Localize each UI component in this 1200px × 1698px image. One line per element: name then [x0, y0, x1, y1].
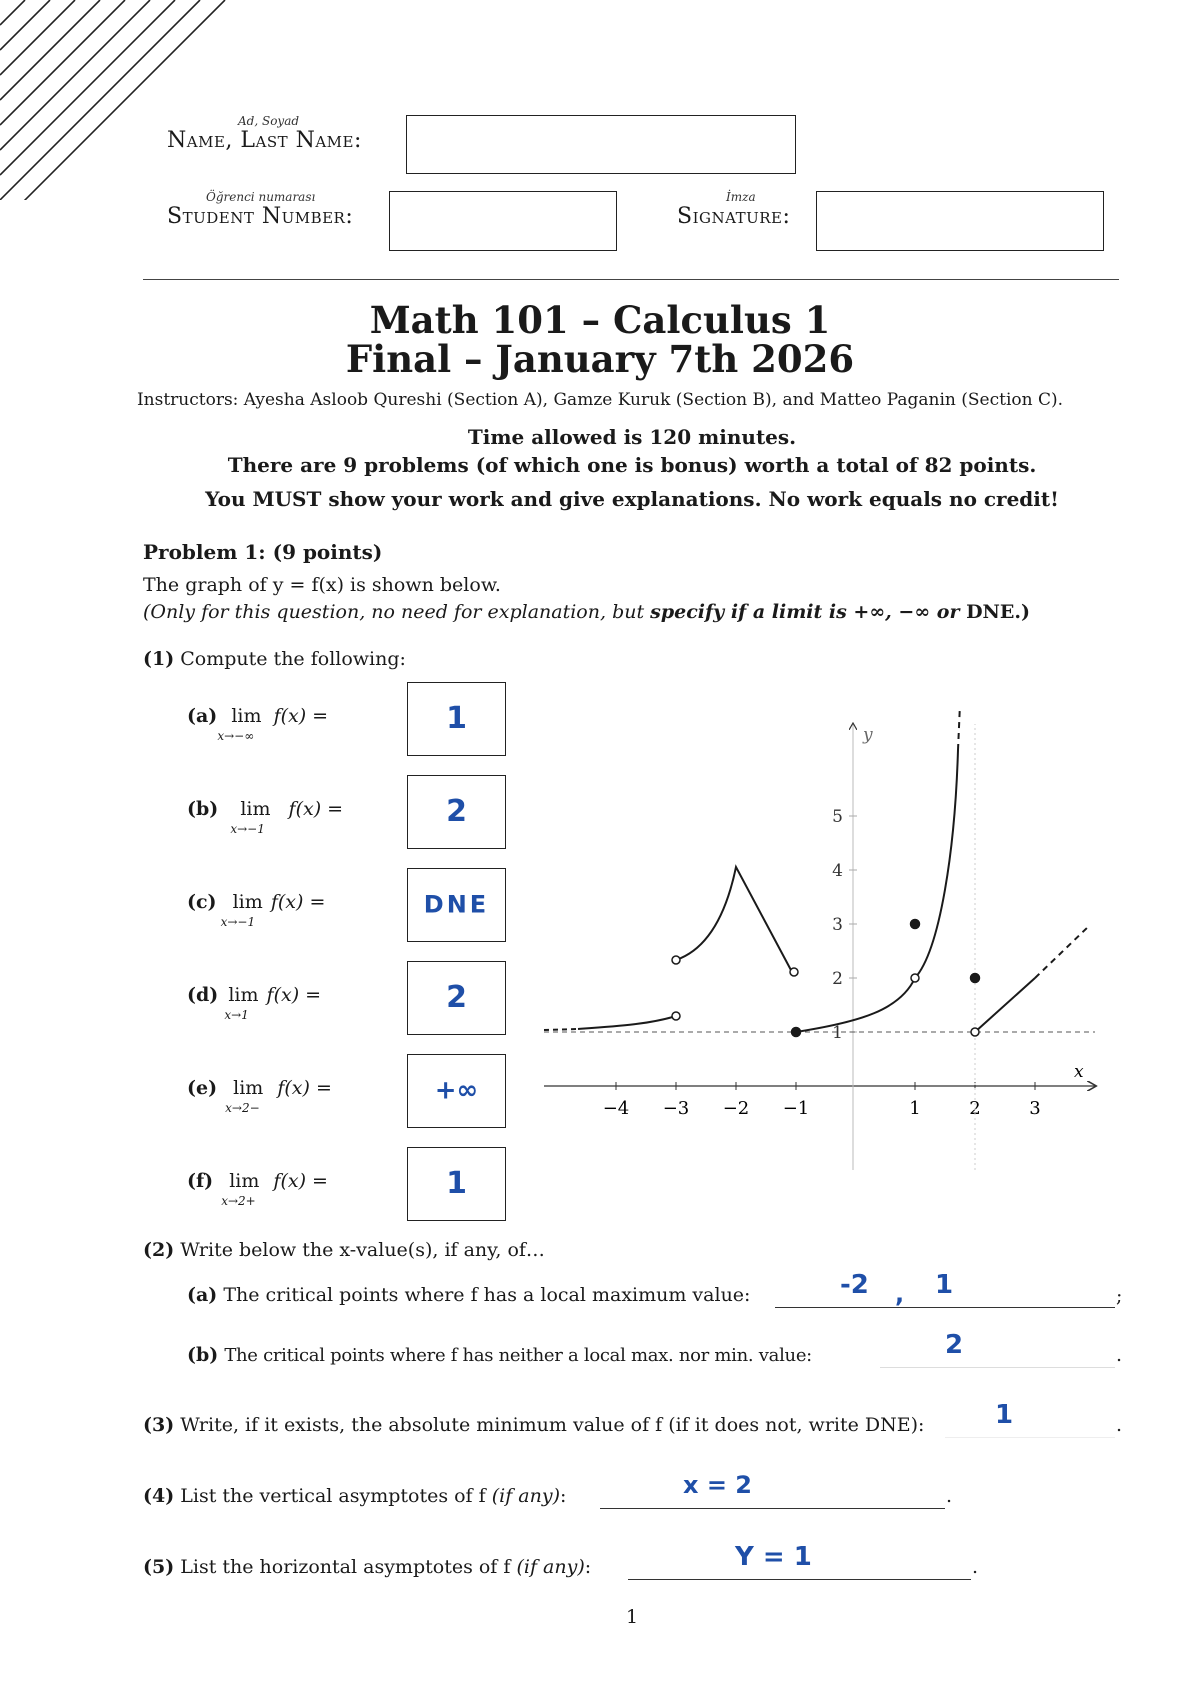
- exam-subtitle: Final – January 7th 2026: [345, 337, 855, 381]
- part-2-text: Write below the x-value(s), if any, of…: [180, 1239, 545, 1261]
- part-4-end: .: [946, 1485, 953, 1507]
- answer-a: 1: [446, 700, 467, 736]
- curve-vertical-dashed: [958, 710, 960, 750]
- filled-point: [792, 1028, 801, 1037]
- answer-d: 2: [446, 979, 467, 1015]
- part-4-paren: (if any): [491, 1485, 560, 1507]
- x-tick-label: −3: [662, 1098, 690, 1119]
- limit-expression: f(x) =: [273, 705, 329, 727]
- x-tick-label: 3: [1029, 1098, 1041, 1119]
- part-5-colon: :: [584, 1556, 592, 1578]
- filled-point: [971, 974, 980, 983]
- answer-f: 1: [446, 1165, 467, 1201]
- part-5-number: (5): [143, 1556, 175, 1578]
- y-tick-label: 5: [832, 807, 843, 827]
- limit-operator: lim x→2−: [225, 1077, 264, 1115]
- part-4-number: (4): [143, 1485, 175, 1507]
- limit-expression: f(x) =: [270, 891, 326, 913]
- problem-1-note: [143, 601, 1030, 623]
- curve-rising-piece: [796, 750, 958, 1032]
- answer-c: DNE: [423, 890, 490, 919]
- note-dne: DNE.): [959, 601, 1031, 623]
- limit-label: (f): [187, 1170, 214, 1192]
- part-3-text: Write, if it exists, the absolute minimum value of f (if it does not, write DNE):: [180, 1414, 925, 1436]
- limit-expression: f(x) =: [273, 1170, 328, 1192]
- limit-label: (d): [187, 984, 219, 1006]
- name-field[interactable]: [406, 115, 796, 174]
- answer-box-c[interactable]: [407, 868, 506, 942]
- limit-label: (a): [187, 705, 218, 727]
- limit-f: [187, 1170, 328, 1208]
- part-2b-line: [187, 1344, 812, 1366]
- limit-b: [187, 798, 344, 836]
- student-number-field[interactable]: [389, 191, 617, 251]
- answer-box-f[interactable]: [407, 1147, 506, 1221]
- x-axis-label: x: [1074, 1062, 1084, 1082]
- x-tick-label: −2: [722, 1098, 750, 1119]
- signature-label: Signature:: [677, 204, 791, 229]
- y-tick-label: 3: [832, 915, 843, 935]
- open-point: [911, 974, 919, 982]
- part-3-line: [143, 1414, 924, 1436]
- x-tick-label: 1: [909, 1098, 921, 1119]
- student-number-small-label: Öğrenci numarası: [206, 190, 316, 204]
- note-text: (Only for this question, no need for explanation, but: [143, 601, 651, 623]
- answer-3: 1: [995, 1400, 1014, 1430]
- page-number: 1: [625, 1606, 639, 1628]
- filled-point: [911, 920, 920, 929]
- name-label: Name, Last Name:: [167, 128, 362, 153]
- limit-subscript: x→−1: [230, 822, 265, 836]
- part-5-end: .: [972, 1556, 979, 1578]
- answer-line-2b[interactable]: [880, 1367, 1115, 1368]
- answer-line-3[interactable]: [945, 1437, 1115, 1438]
- part-2b-text: The critical points where f has neither a local max. nor min. value:: [224, 1345, 812, 1366]
- answer-line-5[interactable]: [628, 1579, 971, 1580]
- part-5-text: List the horizontal asymptotes of f: [180, 1556, 511, 1578]
- limit-expression: f(x) =: [288, 798, 344, 820]
- open-point: [971, 1028, 979, 1036]
- problem-1-intro: The graph of y = f(x) is shown below.: [143, 574, 501, 596]
- part-4-line: [143, 1485, 566, 1507]
- student-number-label: Student Number:: [167, 204, 354, 229]
- part-2a-end: ;: [1116, 1285, 1123, 1307]
- limit-operator: lim x→1: [224, 984, 259, 1022]
- left-tail-dashed: [544, 1029, 578, 1030]
- signature-field[interactable]: [816, 191, 1104, 251]
- limit-d: [187, 984, 322, 1022]
- limit-subscript: x→2+: [221, 1194, 256, 1208]
- answer-4: x = 2: [683, 1471, 752, 1499]
- open-point: [672, 1012, 680, 1020]
- part-5-line: [143, 1556, 591, 1578]
- x-tick-label: 2: [969, 1098, 981, 1119]
- limit-label: (e): [187, 1077, 218, 1099]
- limit-subscript: x→2−: [225, 1101, 260, 1115]
- problem-1-heading: Problem 1: (9 points): [143, 540, 383, 564]
- limit-label: (c): [187, 891, 217, 913]
- problems-count: There are 9 problems (of which one is bonus) worth a total of 82 points.: [227, 453, 1037, 477]
- part-3-number: (3): [143, 1414, 175, 1436]
- limit-operator: lim x→−∞: [217, 705, 262, 743]
- part-2b-label: (b): [187, 1344, 219, 1366]
- part-2b-end: .: [1116, 1344, 1123, 1366]
- limit-c: [187, 891, 326, 929]
- part-2-number: (2): [143, 1239, 175, 1261]
- name-small-label: Ad, Soyad: [238, 114, 300, 128]
- time-allowed: Time allowed is 120 minutes.: [467, 425, 797, 449]
- limit-operator: lim x→−1: [230, 798, 271, 836]
- right-tail-dashed: [1035, 925, 1090, 978]
- y-tick-label: 1: [832, 1023, 843, 1043]
- curve-peak-piece: [676, 867, 792, 972]
- answer-line-4[interactable]: [600, 1508, 945, 1509]
- limit-e: [187, 1077, 332, 1115]
- y-axis-label: y: [863, 725, 873, 745]
- limit-subscript: x→−∞: [217, 729, 255, 743]
- open-point: [672, 956, 680, 964]
- limit-expression: f(x) =: [266, 984, 322, 1006]
- answer-e: +∞: [434, 1075, 479, 1106]
- answer-box-d[interactable]: [407, 961, 506, 1035]
- x-tick-label: −1: [782, 1098, 810, 1119]
- answer-box-b[interactable]: [407, 775, 506, 849]
- answer-2a-first: -2: [840, 1270, 869, 1300]
- answer-2a-separator: ,: [895, 1280, 905, 1308]
- note-emphasis: specify if a limit is +∞, −∞ or: [650, 601, 960, 623]
- part-1-line: [143, 648, 406, 670]
- part-4-text: List the vertical asymptotes of f: [180, 1485, 486, 1507]
- limit-subscript: x→1: [224, 1008, 249, 1022]
- answer-2a-second: 1: [935, 1270, 954, 1300]
- function-graph: [530, 710, 1100, 1180]
- part-1-text: Compute the following:: [180, 648, 406, 670]
- answer-b: 2: [446, 793, 467, 829]
- part-4-colon: :: [560, 1485, 567, 1507]
- limit-label: (b): [187, 798, 219, 820]
- y-tick-label: 4: [832, 861, 843, 881]
- answer-box-e[interactable]: [407, 1054, 506, 1128]
- instructors-line: Instructors: Ayesha Asloob Qureshi (Section A), Gamze Kuruk (Section B), and Matteo Paganin (Section C).: [136, 390, 1064, 410]
- answer-line-2a[interactable]: [775, 1307, 1115, 1308]
- limit-expression: f(x) =: [277, 1077, 332, 1099]
- part-5-paren: (if any): [516, 1556, 585, 1578]
- header-divider: [143, 279, 1119, 280]
- curve-left-piece: [578, 1016, 676, 1029]
- answer-5: Y = 1: [735, 1542, 812, 1572]
- curve-right-piece: [975, 978, 1035, 1032]
- answer-box-a[interactable]: [407, 682, 506, 756]
- part-3-end: .: [1116, 1414, 1123, 1436]
- part-2-line: [143, 1239, 545, 1261]
- limit-operator: lim x→−1: [220, 891, 263, 929]
- limit-operator: lim x→2+: [221, 1170, 260, 1208]
- answer-2b: 2: [945, 1330, 964, 1360]
- limit-subscript: x→−1: [220, 915, 256, 929]
- limit-a: [187, 705, 329, 743]
- part-2a-text: The critical points where f has a local maximum value:: [223, 1284, 751, 1306]
- open-point: [790, 968, 798, 976]
- part-1-number: (1): [143, 648, 175, 670]
- part-2a-label: (a): [187, 1284, 218, 1306]
- part-2a-line: [187, 1284, 750, 1306]
- show-work-note: You MUST show your work and give explanations. No work equals no credit!: [205, 487, 1059, 511]
- corner-hatch-decoration: [0, 0, 230, 200]
- x-tick-label: −4: [602, 1098, 630, 1119]
- y-tick-label: 2: [832, 969, 843, 989]
- exam-title: Math 101 – Calculus 1: [369, 298, 831, 342]
- signature-small-label: İmza: [726, 190, 756, 204]
